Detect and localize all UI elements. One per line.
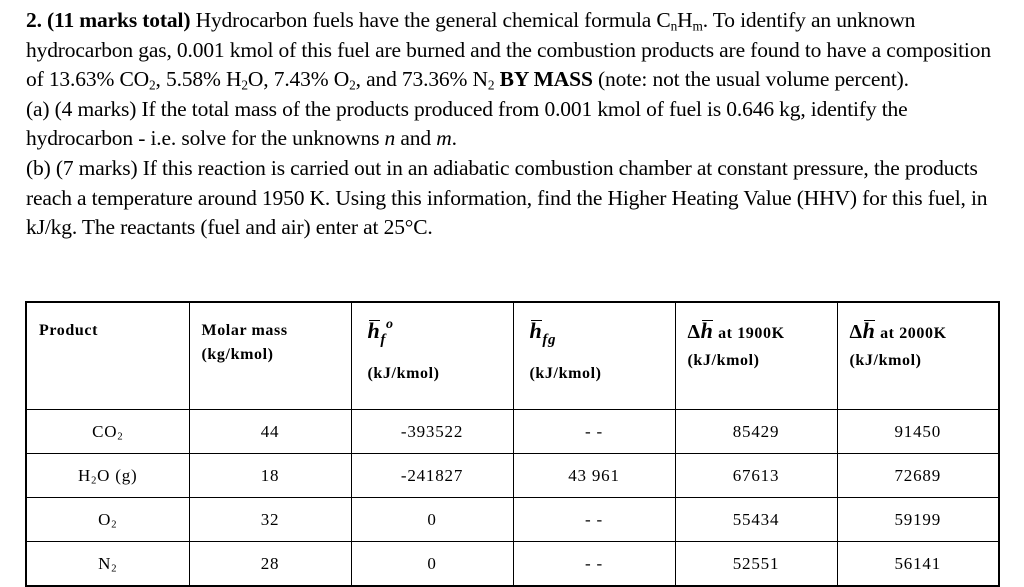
hfg-subscript: fg <box>542 332 557 348</box>
hf-subscript: f <box>380 332 386 348</box>
col-header-hf <box>351 302 513 410</box>
intro-text: O, 7.43% O <box>247 67 350 92</box>
cell-dh-2000: 72689 <box>837 454 999 498</box>
product-subscript: 2 <box>117 431 124 443</box>
col-header-product <box>26 302 189 410</box>
problem-intro <box>26 6 1006 95</box>
hf-symbol <box>368 319 513 359</box>
product-subscript: 2 <box>111 519 118 531</box>
delta-symbol: Δ <box>687 321 701 343</box>
cell-product <box>26 454 189 498</box>
product-subscript: 2 <box>91 475 98 487</box>
hf-superscript: o <box>385 317 394 332</box>
cell-dh-2000: 56141 <box>837 542 999 587</box>
subscript: 2 <box>349 77 356 93</box>
subscript: 2 <box>241 77 248 93</box>
by-mass-emphasis: BY MASS <box>499 67 593 92</box>
cell-hf: 0 <box>351 542 513 587</box>
cell-dh-1900: 52551 <box>675 542 837 587</box>
table-row <box>26 454 999 498</box>
part-b: (b) (7 marks) If this reaction is carried out in an adiabatic combustion chamber at constant pressure, the products reach a temperature around 1950 K. Using this information, find the Higher Heating Value (HHV) for this fuel, in kJ/kg. The reactants (fuel and air) enter at 25°C. <box>26 155 988 240</box>
cell-hf: 0 <box>351 498 513 542</box>
formula-n-subscript: n <box>670 18 678 34</box>
table-row <box>26 542 999 587</box>
cell-hfg: - - <box>513 542 675 587</box>
var-m: m <box>436 126 452 151</box>
intro-text: . To identify an unknown hydrocarbon gas, 0.001 kmol of this fuel are burned and the combustion products are found to have a composition of 13.63% CO <box>26 8 991 92</box>
cell-molar-mass: 32 <box>189 498 351 542</box>
dh-2000-label: at 2000K <box>875 325 947 342</box>
cell-dh-1900: 55434 <box>675 498 837 542</box>
dh-1900-label: at 1900K <box>713 325 785 342</box>
col-header-molar-mass <box>189 302 351 410</box>
intro-text: , and 73.36% N <box>355 67 488 92</box>
cell-molar-mass: 18 <box>189 454 351 498</box>
cell-product <box>26 410 189 454</box>
molar-mass-header-unit: (kg/kmol) <box>201 346 274 363</box>
properties-table <box>25 301 1000 587</box>
cell-product <box>26 542 189 587</box>
part-a-text: . <box>451 126 457 151</box>
product-tail: O (g) <box>97 465 138 485</box>
table-row <box>26 498 999 542</box>
cell-dh-2000: 59199 <box>837 498 999 542</box>
formula-m-subscript: m <box>692 18 703 34</box>
product-subscript: 2 <box>111 563 118 575</box>
table-header-row <box>26 302 999 410</box>
cell-dh-2000: 91450 <box>837 410 999 454</box>
product-header-label: Product <box>39 322 99 339</box>
col-header-hfg <box>513 302 675 410</box>
cell-hfg: - - <box>513 498 675 542</box>
table-row <box>26 410 999 454</box>
problem-statement <box>26 6 1006 243</box>
product-name: N <box>98 553 112 573</box>
var-n: n <box>384 126 396 151</box>
product-name: H <box>77 465 92 485</box>
hf-header-unit: (kJ/kmol) <box>367 365 440 382</box>
part-a <box>26 95 1006 154</box>
hfg-header-unit: (kJ/kmol) <box>529 365 602 382</box>
cell-product <box>26 498 189 542</box>
h-bar-symbol: h <box>862 318 876 343</box>
cell-hf: -393522 <box>351 410 513 454</box>
product-name: O <box>98 509 112 529</box>
cell-molar-mass: 44 <box>189 410 351 454</box>
dh-1900-symbol <box>688 319 837 346</box>
dh-2000-unit: (kJ/kmol) <box>849 352 922 369</box>
col-header-dh-2000 <box>837 302 999 410</box>
cell-dh-1900: 85429 <box>675 410 837 454</box>
hfg-symbol <box>530 319 675 359</box>
problem-heading: 2. (11 marks total) <box>26 8 191 32</box>
part-a-text: and <box>395 126 437 151</box>
dh-1900-unit: (kJ/kmol) <box>687 352 760 369</box>
subscript: 2 <box>487 77 495 93</box>
h-bar-symbol: h <box>700 318 714 343</box>
subscript: 2 <box>149 77 156 93</box>
part-a-text: (a) (4 marks) If the total mass of the products produced from 0.001 kmol of fuel is 0.646 kg, identify the hydrocarbon - i.e. solve for the unknowns <box>26 96 908 151</box>
cell-hfg: - - <box>513 410 675 454</box>
cell-molar-mass: 28 <box>189 542 351 587</box>
cell-dh-1900: 67613 <box>675 454 837 498</box>
intro-text: Hydrocarbon fuels have the general chemical formula C <box>190 8 671 32</box>
product-name: CO <box>92 421 118 441</box>
molar-mass-header-label: Molar mass <box>201 322 288 339</box>
formula-h: H <box>677 8 693 32</box>
h-bar-symbol: h <box>367 318 381 343</box>
cell-hf: -241827 <box>351 454 513 498</box>
col-header-dh-1900 <box>675 302 837 410</box>
cell-hfg: 43 961 <box>513 454 675 498</box>
intro-text: , 5.58% H <box>155 67 242 92</box>
delta-symbol: Δ <box>849 321 863 343</box>
h-bar-symbol: h <box>529 318 543 343</box>
intro-text: (note: not the usual volume percent). <box>592 67 909 92</box>
dh-2000-symbol <box>850 319 999 346</box>
